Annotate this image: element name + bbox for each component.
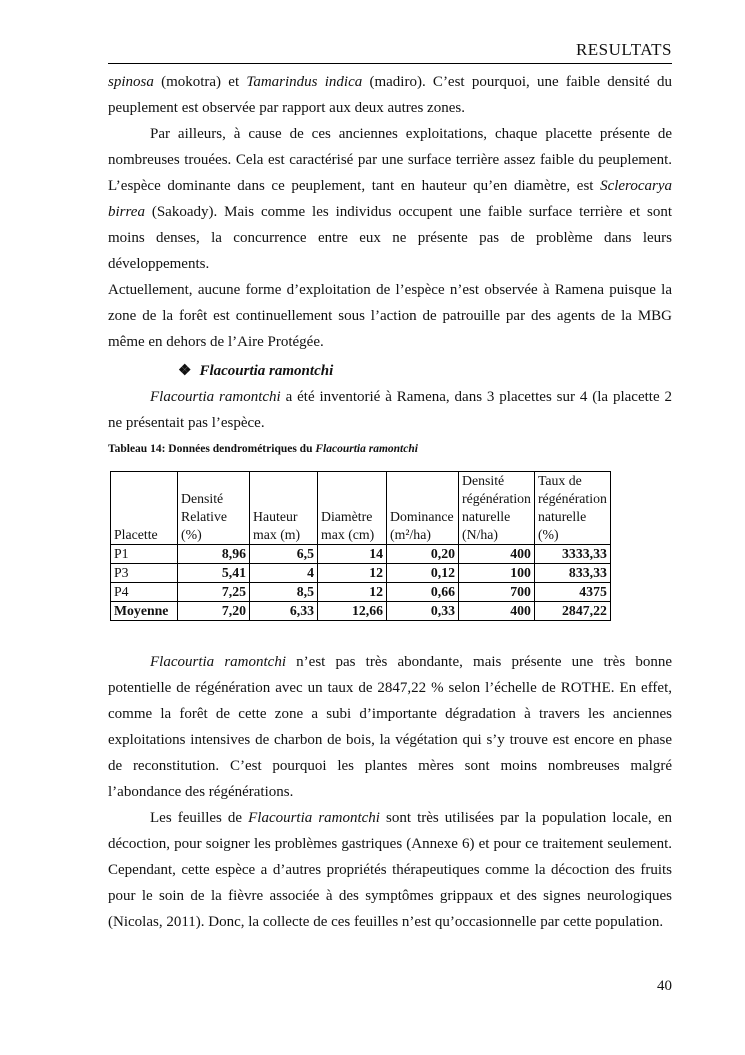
table-cell: 100	[459, 564, 535, 583]
text-segment: Actuellement, aucune forme d’exploitation de l’espèce n’est observée à Ramena puisque la zone de la forêt est continuellement sous l’action de patrouille par des agents de la MBG même en dehors de l’Aire Protégée.	[108, 282, 672, 350]
paragraph	[108, 277, 672, 355]
species-name: Flacourtia ramontchi	[150, 389, 281, 405]
table-caption	[108, 442, 672, 456]
species-heading-title: Flacourtia ramontchi	[199, 363, 334, 379]
table-cell: 8,5	[250, 583, 318, 602]
paragraph	[108, 384, 672, 436]
table-cell: 14	[318, 545, 387, 564]
paragraph	[108, 805, 672, 935]
paragraph	[108, 649, 672, 805]
species-name: Flacourtia ramontchi	[150, 654, 286, 670]
text-segment: (madiro). C’est pourquoi, une faible densité du peuplement est observée par rapport aux deux autres zones.	[108, 74, 672, 116]
text-segment: n’est pas très abondante, mais présente une très bonne potentielle de régénération avec un taux de 2847,22 % selon l’échelle de ROTHE. En effet, comme la forêt de cette zone a subi d’importante dégradation à travers les anciennes exploitations intensives de charbon de bois, la végétation qui s’y trouve est encore en phase de reconstitution. C’est pourquoi les plantes mères sont moins nombreuses malgré l’abondance des régénérations.	[108, 654, 672, 800]
dendrometric-table	[110, 471, 611, 621]
row-label: P4	[111, 583, 178, 602]
table-cell: 5,41	[178, 564, 250, 583]
table-row	[111, 602, 611, 621]
table-cell: 6,5	[250, 545, 318, 564]
species-heading	[178, 361, 672, 381]
text-segment: Par ailleurs, à cause de ces anciennes exploitations, chaque placette présente de nombreuses trouées. Cela est caractérisé par une surface terrière assez faible du peuplement. L’espèce dominante dans ce peuplement, tant en hauteur qu’en diamètre, est	[108, 126, 672, 194]
table-cell: 7,25	[178, 583, 250, 602]
column-header: Hauteur max (m)	[250, 472, 318, 545]
column-header: Densité régénération naturelle (N/ha)	[459, 472, 535, 545]
table-cell: 12	[318, 583, 387, 602]
species-name: Flacourtia ramontchi	[248, 810, 380, 826]
table-cell: 6,33	[250, 602, 318, 621]
header-row	[111, 472, 611, 545]
column-header: Densité Relative (%)	[178, 472, 250, 545]
table-cell: 700	[459, 583, 535, 602]
table-row	[111, 564, 611, 583]
table-cell: 8,96	[178, 545, 250, 564]
diamond-bullet-icon: ❖	[178, 363, 192, 379]
column-header: Diamètre max (cm)	[318, 472, 387, 545]
row-label: Moyenne	[111, 602, 178, 621]
text-segment: a été inventorié à Ramena, dans 3 placettes sur 4 (la placette 2 ne présentait pas l’espèce.	[108, 389, 672, 431]
row-label: P1	[111, 545, 178, 564]
table-cell: 3333,33	[534, 545, 610, 564]
caption-species: Flacourtia ramontchi	[315, 443, 418, 455]
paragraph	[108, 121, 672, 277]
species-name: Sclerocarya birrea	[108, 178, 672, 220]
page-body	[108, 0, 672, 1055]
paragraph	[108, 69, 672, 121]
text-segment: Les feuilles de	[150, 810, 249, 826]
table-cell: 0,66	[387, 583, 459, 602]
species-name: Tamarindus indica	[246, 74, 363, 90]
table-cell: 0,33	[387, 602, 459, 621]
table-cell: 0,20	[387, 545, 459, 564]
table-cell: 7,20	[178, 602, 250, 621]
species-name: spinosa	[108, 74, 154, 90]
table-cell: 400	[459, 602, 535, 621]
table-row	[111, 545, 611, 564]
column-header: Taux de régénération naturelle (%)	[534, 472, 610, 545]
column-header: Placette	[111, 472, 178, 545]
row-label: P3	[111, 564, 178, 583]
table-cell: 12	[318, 564, 387, 583]
column-header: Dominance (m²/ha)	[387, 472, 459, 545]
table-cell: 0,12	[387, 564, 459, 583]
caption-text: Tableau 14: Données dendrométriques du	[108, 443, 316, 455]
text-segment: (Sakoady). Mais comme les individus occupent une faible surface terrière et sont moins denses, la concurrence entre eux ne présente pas de problème dans leurs développements.	[108, 204, 672, 272]
text-segment: (mokotra) et	[153, 74, 247, 90]
table-cell: 4375	[534, 583, 610, 602]
table-cell: 4	[250, 564, 318, 583]
table-cell: 12,66	[318, 602, 387, 621]
text-segment: sont très utilisées par la population locale, en décoction, pour soigner les problèmes gastriques (Annexe 6) et pour ce traitement seulement. Cependant, cette espèce a d’autres propriétés thérapeutiques comme la décoction des fruits pour le soin de la fièvre associée à des symptômes grippaux et des signes neurologiques (Nicolas, 2011). Donc, la collecte de ces feuilles n’est qu’occasionnelle par cette population.	[108, 810, 673, 930]
page-number: 40	[657, 978, 672, 994]
table-cell: 833,33	[534, 564, 610, 583]
table-row	[111, 583, 611, 602]
table-cell: 400	[459, 545, 535, 564]
section-header: RESULTATS	[575, 40, 672, 59]
table-cell: 2847,22	[534, 602, 610, 621]
